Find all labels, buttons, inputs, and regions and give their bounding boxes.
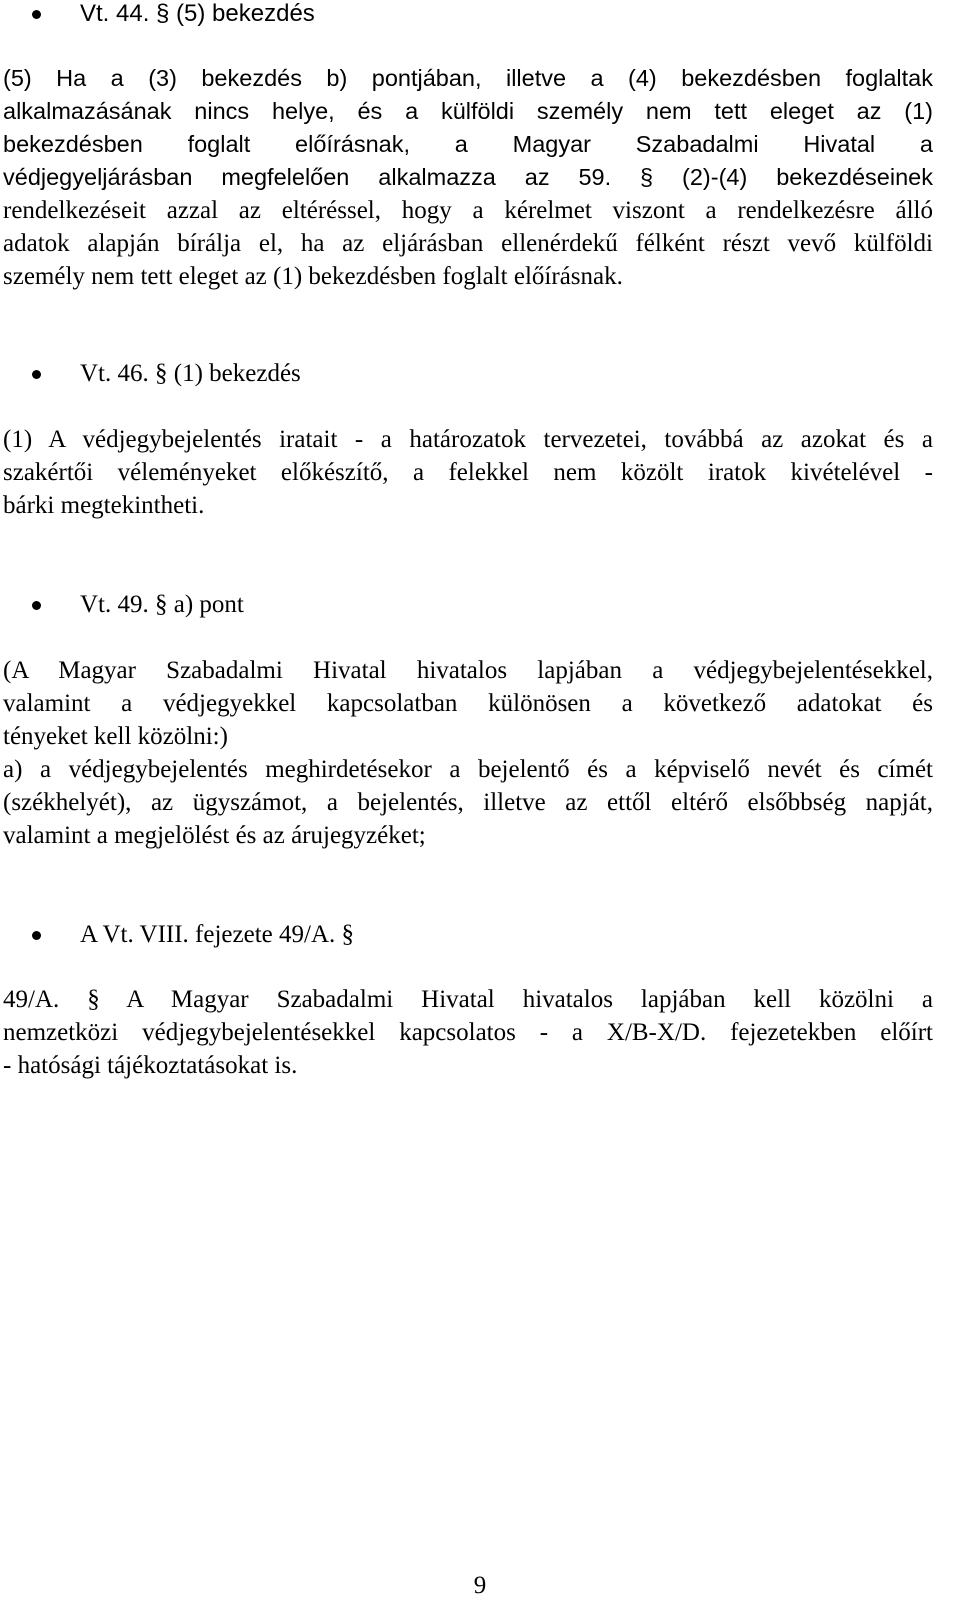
section-heading-vt46 <box>0 358 960 392</box>
paragraph-vt46-1 <box>3 423 933 522</box>
paragraph-line: (1) A védjegybejelentés iratait - a határozatok tervezetei, továbbá az azokat és a <box>3 426 933 453</box>
bullet-icon <box>32 10 41 19</box>
paragraph-line: (székhelyét), az ügyszámot, a bejelentés, illetve az ettől eltérő elsőbbség napját, <box>3 789 933 816</box>
paragraph-line: (A Magyar Szabadalmi Hivatal hivatalos lapjában a védjegybejelentésekkel, <box>3 657 933 684</box>
section-heading-vt49 <box>0 589 960 623</box>
heading-text: Vt. 49. § a) pont <box>80 591 244 618</box>
paragraph-line: bekezdésben foglalt előírásnak, a Magyar Szabadalmi Hivatal a <box>3 131 933 157</box>
paragraph-line: védjegyeljárásban megfelelően alkalmazza az 59. § (2)-(4) bekezdéseinek <box>3 164 933 190</box>
section-heading-vt44 <box>0 0 960 32</box>
paragraph-line: bárki megtekintheti. <box>3 492 205 519</box>
heading-text: A Vt. VIII. fejezete 49/A. § <box>80 921 354 948</box>
page-number: 9 <box>473 1572 487 1599</box>
paragraph-line: alkalmazásának nincs helye, és a külföldi személy nem tett eleget az (1) <box>3 98 933 124</box>
paragraph-line: személy nem tett eleget az (1) bekezdésben foglalt előírásnak. <box>3 263 623 290</box>
section-heading-vt49a <box>0 919 960 953</box>
bullet-icon <box>32 370 41 379</box>
bullet-icon <box>32 601 41 610</box>
paragraph-vt49-a <box>3 654 933 852</box>
paragraph-line: valamint a megjelölést és az árujegyzéket; <box>3 822 426 849</box>
paragraph-vt44-5 <box>3 62 933 293</box>
paragraph-line: a) a védjegybejelentés meghirdetésekor a bejelentő és a képviselő nevét és címét <box>3 756 933 783</box>
paragraph-vt49a <box>3 983 933 1082</box>
paragraph-line: nemzetközi védjegybejelentésekkel kapcsolatos - a X/B-X/D. fejezetekben előírt <box>3 1019 933 1046</box>
heading-text: Vt. 46. § (1) bekezdés <box>80 360 301 387</box>
paragraph-line: adatok alapján bírálja el, ha az eljárásban ellenérdekű félként részt vevő külföldi <box>3 230 933 257</box>
paragraph-line: valamint a védjegyekkel kapcsolatban különösen a következő adatokat és <box>3 690 933 717</box>
paragraph-line: 49/A. § A Magyar Szabadalmi Hivatal hivatalos lapjában kell közölni a <box>3 986 933 1013</box>
paragraph-line: szakértői véleményeket előkészítő, a felekkel nem közölt iratok kivételével - <box>3 459 933 486</box>
paragraph-line: rendelkezéseit azzal az eltéréssel, hogy a kérelmet viszont a rendelkezésre álló <box>3 197 933 224</box>
paragraph-line: (5) Ha a (3) bekezdés b) pontjában, illetve a (4) bekezdésben foglaltak <box>3 65 933 91</box>
paragraph-line: tényeket kell közölni:) <box>3 723 228 750</box>
paragraph-line: - hatósági tájékoztatásokat is. <box>3 1052 298 1079</box>
heading-text: Vt. 44. § (5) bekezdés <box>80 0 315 27</box>
bullet-icon <box>32 931 41 940</box>
